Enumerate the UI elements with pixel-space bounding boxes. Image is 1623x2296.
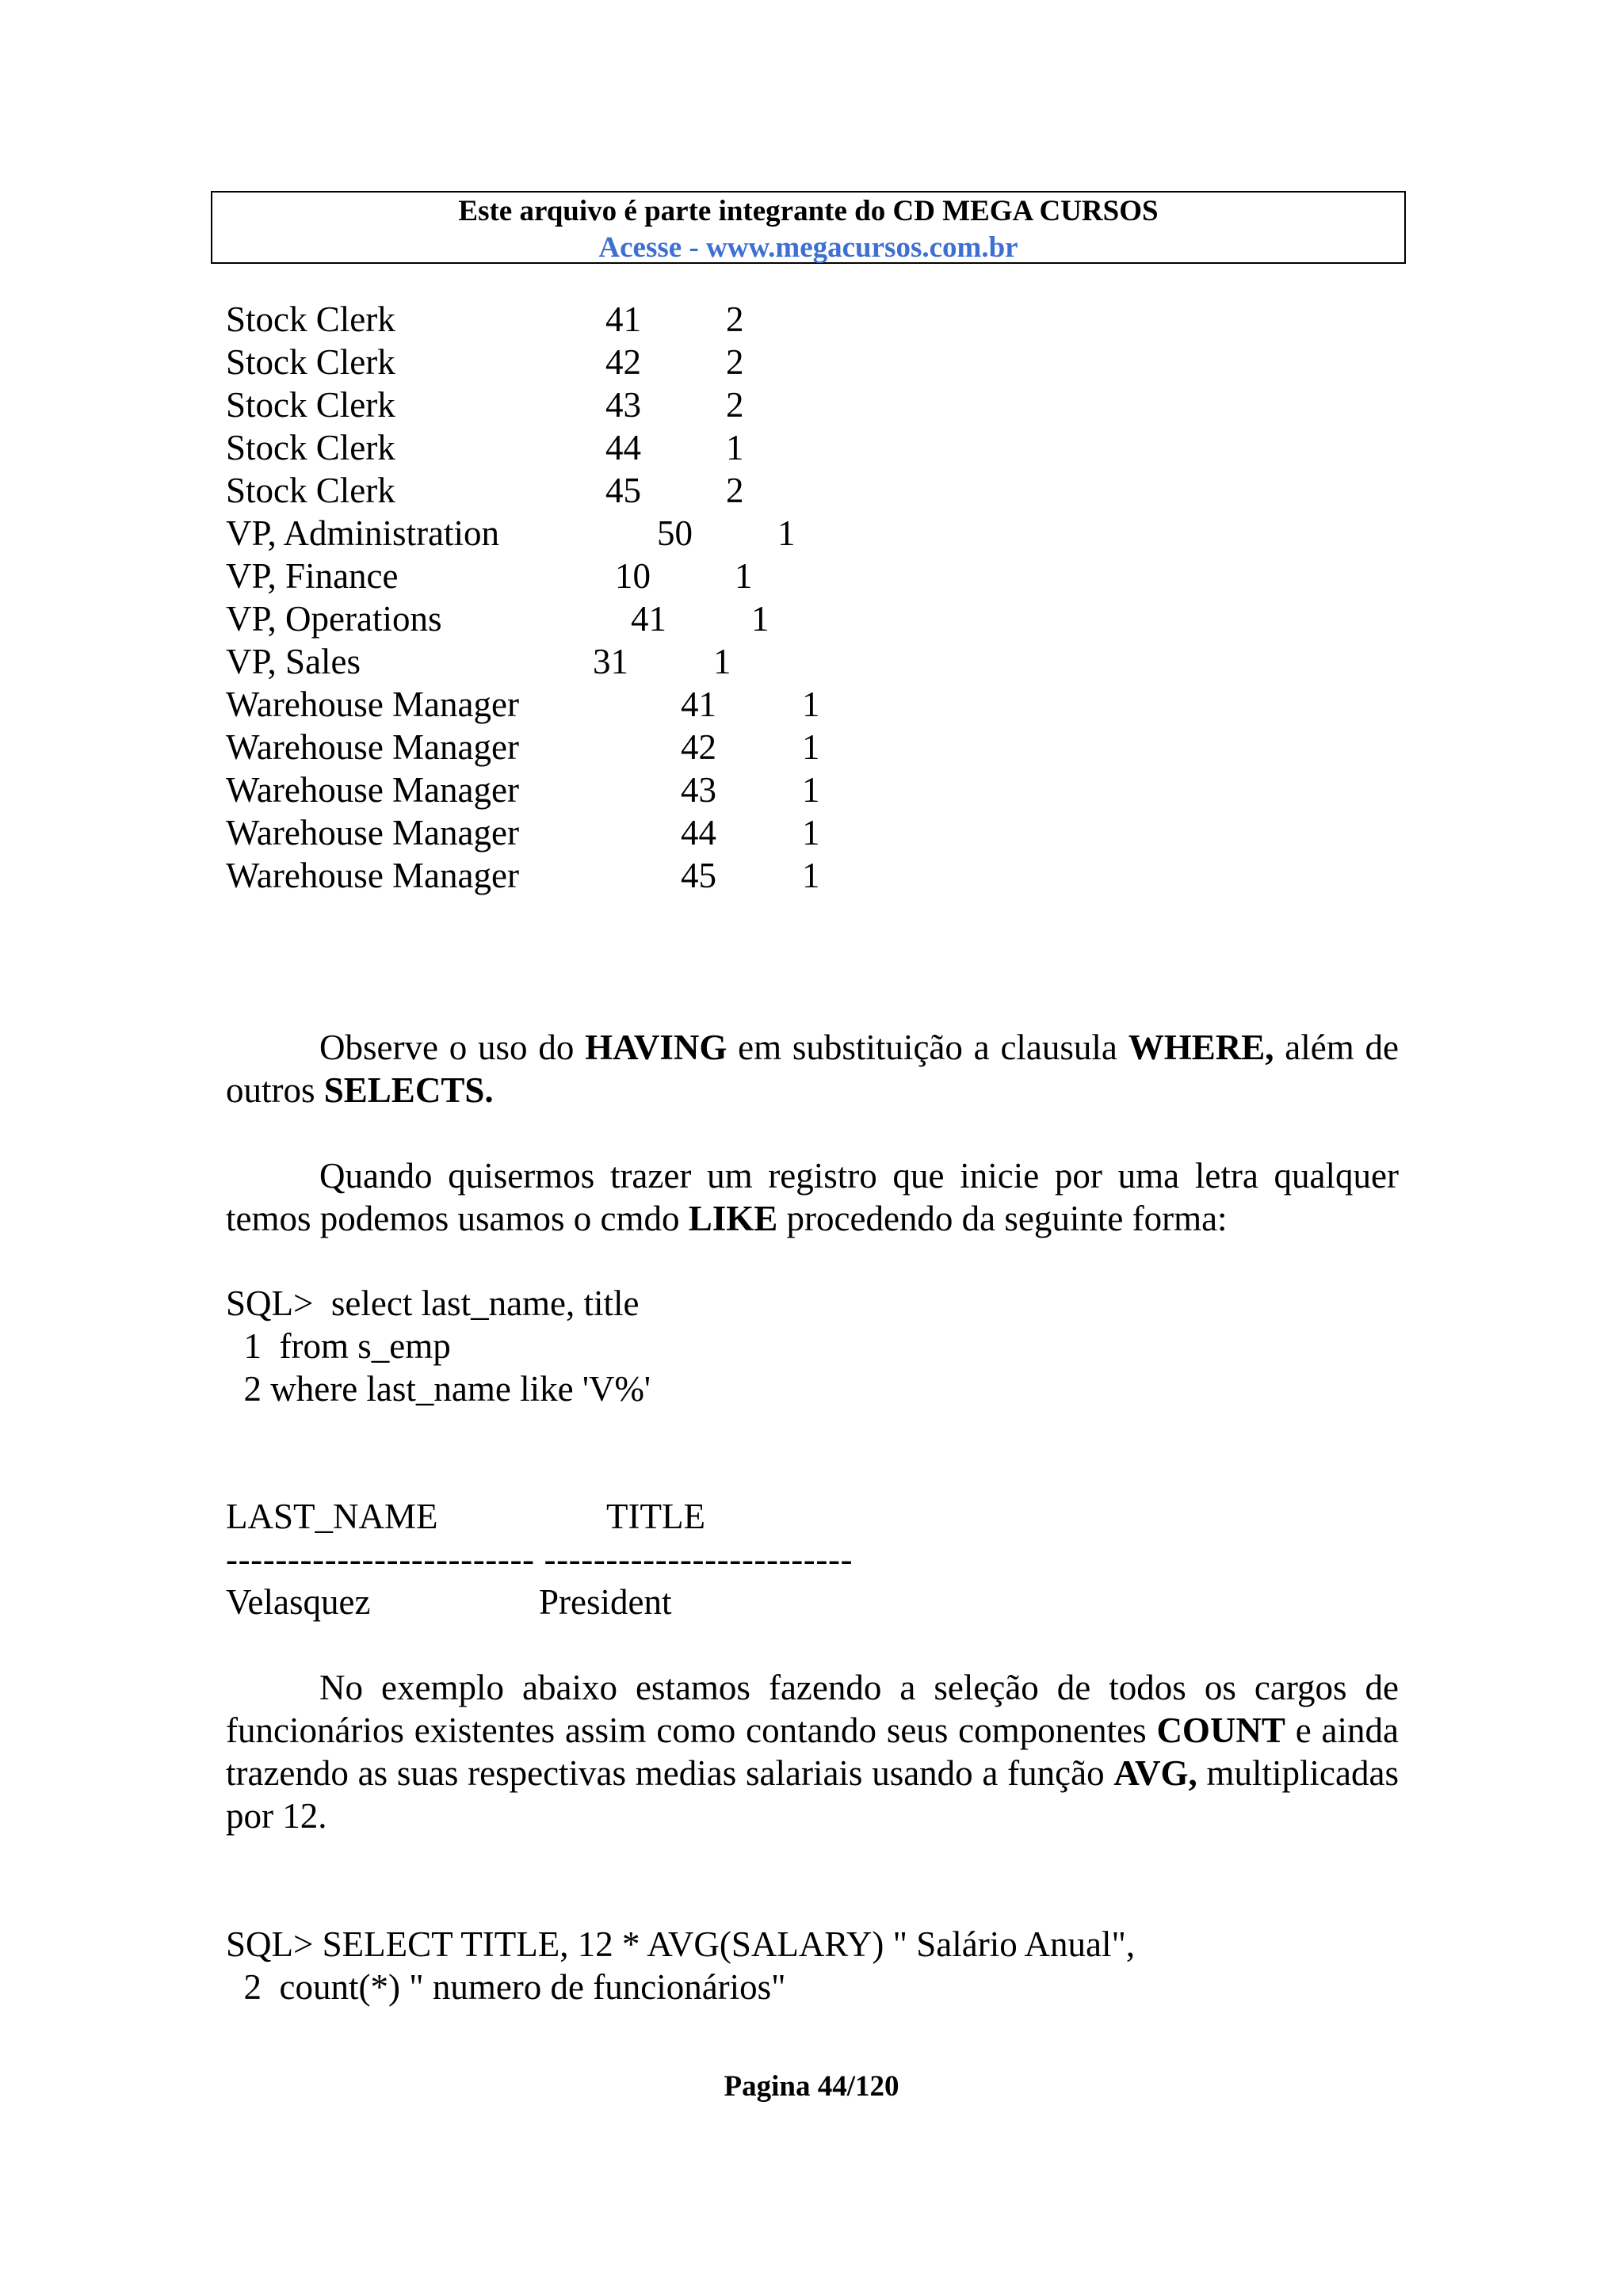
listing-count: 2 — [726, 385, 744, 425]
sql-query2-line-1: SQL> SELECT TITLE, 12 * AVG(SALARY) " Salário Anual", — [226, 1924, 1136, 1964]
listing-title: Stock Clerk — [226, 342, 395, 382]
listing-count: 1 — [802, 856, 820, 895]
listing-count: 1 — [777, 513, 796, 553]
listing-dept: 45 — [681, 856, 716, 895]
listing-title: Stock Clerk — [226, 299, 395, 339]
listing-count: 2 — [726, 342, 744, 382]
listing-title: VP, Operations — [226, 599, 442, 639]
listing-title: Warehouse Manager — [226, 685, 519, 724]
listing-row — [226, 769, 1177, 811]
listing-dept: 41 — [631, 599, 666, 639]
sql-query-line-2: 1 from s_emp — [226, 1326, 451, 1366]
page-number: Pagina 44/120 — [724, 2070, 899, 2103]
listing-dept: 44 — [681, 813, 716, 852]
listing-dept: 44 — [605, 428, 641, 467]
header-banner — [211, 191, 1406, 264]
listing-count: 1 — [751, 599, 769, 639]
listing-row — [226, 341, 1177, 383]
header-website-link[interactable]: Acesse - www.megacursos.com.br — [598, 231, 1018, 264]
like-paragraph: Quando quisermos trazer um registro que inicie por uma letra qualquer temos podemos usamos o cmdo LIKE procedendo da seguinte forma: — [226, 1156, 1399, 1238]
listing-title: VP, Finance — [226, 556, 399, 596]
listing-count: 1 — [802, 813, 820, 852]
listing-count: 1 — [726, 428, 744, 467]
count-avg-paragraph: No exemplo abaixo estamos fazendo a seleção de todos os cargos de funcionários existentes assim como contando seus componentes COUNT e ainda trazendo as suas respectivas medias salariais usando a função AVG, multiplicadas por 12. — [226, 1668, 1399, 1836]
header-title: Este arquivo é parte integrante do CD MEGA CURSOS — [458, 195, 1159, 227]
listing-row — [226, 597, 1177, 640]
listing-title: Stock Clerk — [226, 385, 395, 425]
listing-dept: 10 — [615, 556, 651, 596]
listing-row — [226, 469, 1177, 512]
listing-dept: 50 — [657, 513, 693, 553]
listing-title: Warehouse Manager — [226, 856, 519, 895]
listing-dept: 43 — [605, 385, 641, 425]
listing-row — [226, 298, 1177, 341]
listing-dept: 43 — [681, 770, 716, 810]
listing-title: VP, Administration — [226, 513, 500, 553]
result-value-title: President — [539, 1582, 672, 1622]
listing-title: Warehouse Manager — [226, 770, 519, 810]
listing-dept: 31 — [593, 642, 628, 681]
listing-row — [226, 555, 1177, 597]
listing-dept: 42 — [681, 727, 716, 767]
result-header-title: TITLE — [606, 1497, 705, 1536]
listing-row — [226, 683, 1177, 726]
listing-dept: 42 — [605, 342, 641, 382]
listing-dept: 41 — [681, 685, 716, 724]
listing-title: Stock Clerk — [226, 428, 395, 467]
listing-count: 2 — [726, 471, 744, 510]
sql-query2-line-2: 2 count(*) " numero de funcionários" — [226, 1967, 786, 2007]
listing-count: 1 — [713, 642, 731, 681]
listing-row — [226, 383, 1177, 426]
listing-row — [226, 726, 1177, 769]
listing-count: 1 — [735, 556, 753, 596]
listing-dept: 41 — [605, 299, 641, 339]
listing-title: VP, Sales — [226, 642, 361, 681]
result-value-last-name: Velasquez — [226, 1582, 371, 1622]
result-header-last-name: LAST_NAME — [226, 1497, 438, 1536]
having-paragraph: Observe o uso do HAVING em substituição a clausula WHERE, além de outros SELECTS. — [226, 1028, 1399, 1110]
listing-row — [226, 811, 1177, 854]
listing-row — [226, 640, 1177, 683]
listing-dept: 45 — [605, 471, 641, 510]
listing-row — [226, 512, 1177, 555]
listing-title: Warehouse Manager — [226, 813, 519, 852]
sql-query-line-1: SQL> select last_name, title — [226, 1283, 640, 1323]
listing-title: Stock Clerk — [226, 471, 395, 510]
listing-title: Warehouse Manager — [226, 727, 519, 767]
listing-count: 1 — [802, 685, 820, 724]
listing-row — [226, 426, 1177, 469]
listing-count: 2 — [726, 299, 744, 339]
listing-count: 1 — [802, 770, 820, 810]
sql-query-line-3: 2 where last_name like 'V%' — [226, 1369, 651, 1409]
result-separator: ------------------------- ------------------------- — [226, 1539, 854, 1579]
listing-row — [226, 854, 1177, 897]
listing-count: 1 — [802, 727, 820, 767]
